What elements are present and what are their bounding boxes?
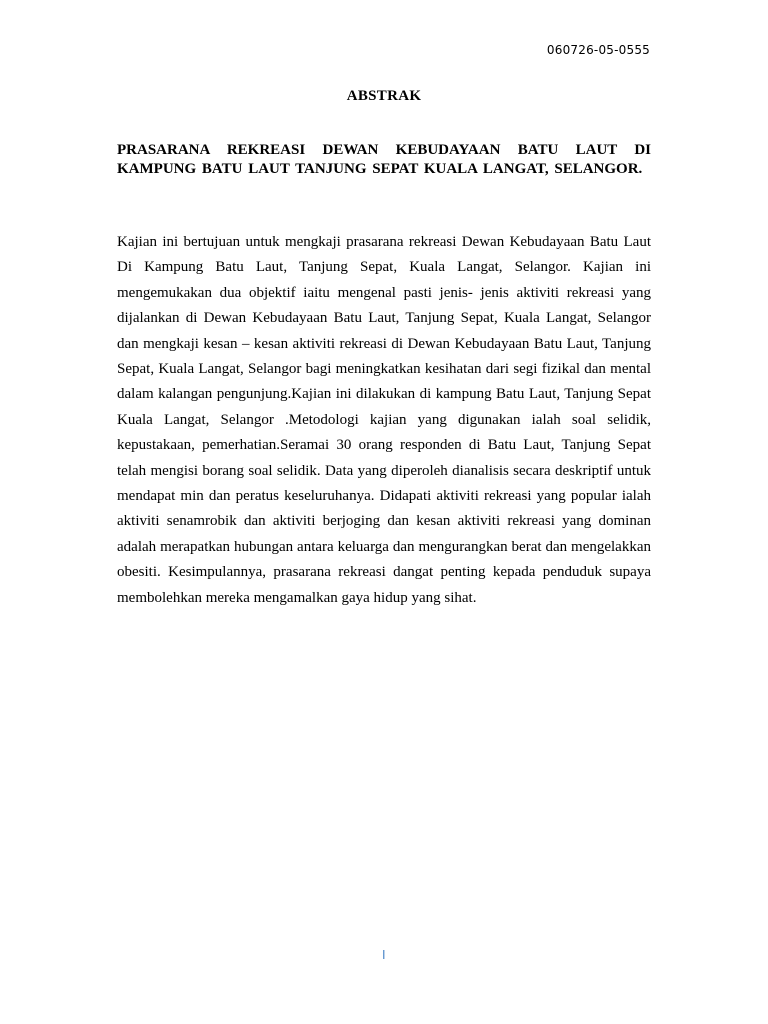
document-id: 060726-05-0555 bbox=[546, 43, 650, 57]
abstract-paragraph: Kajian ini bertujuan untuk mengkaji prasarana rekreasi Dewan Kebudayaan Batu Laut Di Kampung Batu Laut, Tanjung Sepat, Kuala Langat, Selangor. Kajian ini mengemukakan dua objektif iaitu mengenal pasti jenis- jenis aktiviti rekreasi yang dijalankan di Dewan Kebudayaan Batu Laut, Tanjung Sepat, Kuala Langat, Selangor dan mengkaji kesan – kesan aktiviti rekreasi di Dewan Kebudayaan Batu Laut, Tanjung Sepat, Kuala Langat, Selangor bagi meningkatkan kesihatan dari segi fizikal dan mental dalam kalangan pengunjung.Kajian ini dilakukan di kampung Batu Laut, Tanjung Sepat Kuala Langat, Selangor .Metodologi kajian yang digunakan ialah soal selidik, kepustakaan, pemerhatian.Seramai 30 orang responden di Batu Laut, Tanjung Sepat telah mengisi borang soal selidik. Data yang diperoleh dianalisis secara deskriptif untuk mendapat min dan peratus keseluruhanya. Didapati aktiviti rekreasi yang popular ialah aktiviti senamrobik dan aktiviti berjoging dan kesan aktiviti rekreasi yang dominan adalah merapatkan hubungan antara keluarga dan mengurangkan berat dan mengelakkan obesiti. Kesimpulannya, prasarana rekreasi dangat penting kepada penduduk supaya membolehkan mereka mengamalkan gaya hidup yang sihat. bbox=[117, 234, 651, 606]
page-number-marker: I bbox=[382, 948, 386, 962]
section-heading: ABSTRAK bbox=[346, 88, 422, 104]
thesis-title: PRASARANA REKREASI DEWAN KEBUDAYAAN BATU LAUT DI KAMPUNG BATU LAUT TANJUNG SEPAT KUALA LANGAT, SELANGOR. bbox=[117, 142, 651, 177]
